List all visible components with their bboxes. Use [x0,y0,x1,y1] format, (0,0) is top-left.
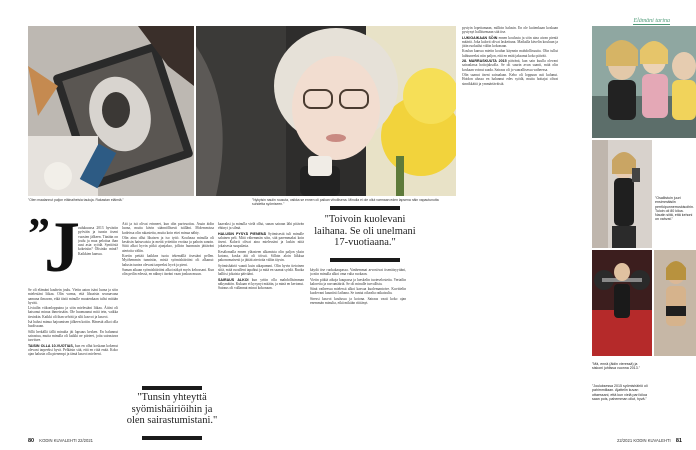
col4-para-c: Siinä vaiheessa mielessä alkoi kasvaa kuolemantoive. Kuvittelin kuolevani kauniisti laihana. Se tuntui oikealta ratkaisulta. [310,287,406,296]
col1-para-c: Liviailin viikonloppuina ja söin mielestäni liikaa. Äitini oli katsonut minua ihmeissään. Ole huomaanut mitä tein, vaikka tiesinkin. Kaikki oli ihan selvää ja silti kasvoi ja kasvoi. [28,306,118,319]
quote-mark-icon: ” [28,209,50,258]
col5-para-c: Koulun kanssa mietin koulun käynnin mahdollisuutta. Olin tullut laihtuneeksi niin paljon, että en enää jaksanut koko päivää. [462,49,558,58]
quote2-bar-bottom [330,258,400,262]
col1-para-f: kun en ollut koskaan kokenut olevani tarpeeksi hyvä. Pelkäsin sitä, että en riitä enää. Koko ajan halusin olla pienempi ja tämä kasvoi mieleeni. [28,343,118,357]
portrait-photo [196,26,456,196]
portrait-scene [196,26,456,196]
col3-para-d: Syömishäiriö vaanii kuin aikapommi. Olin hyvin tietoinen siitä, mitä ruoalleni tapahtui ja mitä en saanut syödä. Ruoka hallitsi jokaista päivääni. [218,263,304,277]
col2-para-b: Olin aina ollut lihaisen ja iso tyttö. Koulussa minulla oli kesäisin haisuvaisia ja meitä yritettiin erottaa ja pahoin sanoin. Siitä alkoi hyvin pitkä ajanjakso, jolloin huomasin jättäväni aterioita väliin. [122,235,214,253]
quote2-bar-top [330,206,400,210]
painting-photo [28,26,194,196]
page-number-right: 81 [675,438,682,444]
side-caption-mid: "Osallistuin juuri ensimmäisiin perrikipunnerruskisoihin. Tuloin oli 80 kiloa. Nautin siitä, että kehoni on vahvat." [655,196,694,222]
quote1-bar-top [142,386,202,390]
photo2-caption: "Nykyisin naulin ruusuta, vaikka se ennen oli paikan vihollisena. Minulla ei ole ollut varmaan eden lapsena näin vapautunutta suhdetta syömiseen." [252,198,439,207]
subhead-2: HALUSIN PYSYÄ PIENENÄ [218,231,267,236]
quote1-bar-bottom [142,436,202,440]
selfie-photo [592,140,652,248]
photo1-caption: "Olen maalannut paljon eläinaiheisia tauluja. Rakastan eläimiä." [28,198,124,202]
subhead-3: SAIRAUS ALKOI [218,277,249,282]
col5-para-e: Olin saanut itseni sairaalaan. Keho oli loppuun asti kulunut. Hoidon alussa en halunnut edes syödä, mutta hoitajat olivat sinnikkäitä ja ymmärtäväisiä. [462,72,558,86]
pull-quote-2: "Toivoin kuolevani laihana. Se oli unelmani 17-vuotiaana." [314,214,416,248]
painting-scene [28,26,194,196]
subhead-1: TAISIN OLLA 10-VUOTIAS, [28,343,74,348]
col3-para-e: kun yritin olla mahdollisimman näkymätön. Kukaan ei kysynyt mitään, ja minä en kertonut. Sairaus oli vallannut minut kokonaan. [218,277,304,291]
competition-scene [654,250,696,356]
publication-right: 22/2021 KODIN KUVALEHTI [617,438,671,443]
side-caption-left: "Mä, ennä (äidin vieressä) ja siskoni juhlissa vuonna 2013." [592,362,641,371]
section-label: Elämäni tarina [633,18,670,24]
weights-photo [592,250,652,356]
col1-para-d: Isä halusi minua hajoamisen jälkeen kotiin. Hänestä alkoi olla huolissaan. [28,320,118,329]
col5-para-d: päivänä, kun sain kuulla olevani sairaalassa hoitojaksolla. Se oli suurin avun saanti, mitä olin koskaan voinut saada. Sairaus oli jo vaarallisessa vaiheessa. [462,59,558,72]
col1-para-a: oulukuussa 2013 hyvästin pyöväin ja tunsin itseni vuosien jälkeen. Tänään on joulu ja mua pelottaa ihan uusi asia: syödä. Syntiöstä kokeisiin? Olisinko minä? Kaikkien kanssa. [78,226,118,256]
col3-body [218,222,304,442]
col4-para-d: Stressi kasvoi koulussa ja kotona. Sairaus vaati koko ajan enemmän minulta, eikä mikään riittänyt. [310,296,406,306]
col4-para-a: käydä itse ruokakaupassa. Vanhemmat arvostivat itsenäisyyttäni, ja niin minulla alkoi oma valta ruokaan. [310,268,406,277]
subhead-4: LUKIOAIKAAN SÖIN [462,35,498,40]
col3-para-b: Syömisestä tuli minulle salainen peli. Mitä vähemmän söin, sitä paremmaksi koin itseni. Kalorit olivat aina mielessäni ja laskin niitä jokaisesta suupalasta. [218,231,304,249]
col5-body [462,26,558,442]
family-scene [592,26,696,138]
selfie-scene [592,140,652,248]
col4-para-b: Vietin pitkiä aikoja kaupassa ja lueskelin tuoteselosteita. Vertailin kaloreita ja rasvamääriä. Se oli minulle turvallista. [310,277,406,286]
col4-body [310,268,406,442]
competition-photo [654,250,696,356]
col2-body [122,222,214,372]
weights-scene [592,250,652,356]
col1-para-e: Sillä herkällä iällä minulta jäi lapsuus kesken. En halunnut sairastua, mutta minulla oli kaikki ne piirteet, joita sairastuva tarvitsee. [28,329,118,343]
col5-para-b: ennen koulusta ja söin aina aivan pieniä määriä. Joka kalorit olivat laskettuna. Matkalla kävelin kouluun ja jätin ruokailut väliin kokonaan. [462,35,558,49]
col3-para-a: kaavaksi ja minulla vielä ollut, sanan sairaan lähi pitävän ehtinyt ja silmä. [218,222,304,231]
col1-top [78,226,118,288]
publication-left: KODIN KUVALEHTI 22/2021 [39,438,93,443]
drop-cap: J [44,207,80,287]
col2-para-c: Koetin pettää kaikkea tuota tekemällä itsestäni pellen. Myöhemmin tunnistin, mistä syömishäiriöni oli alkanut: halusin tuntea olevani tarpeeksi hyvä ja pieni. [122,254,214,267]
family-photo [592,26,696,138]
col1-para-b: Se oli elämäni kauhein joulu. Vietin aaton isäni luona ja söin mielestäni liikaa. Olin varma, että lihoaisin seuraavana aamuna ilmavan, eikä tästä minulle muutenkaan tulisi mitään hyvää. [28,288,118,305]
col2-para-a: Äiti ja isä olivat erinneet, kun olin parivuotias. Asuin äidin luona, mutta kävin säännöllisesti isälläni. Molemmissa kodeissa olin rakastettu, mutta koin ettei minua nähty. [122,222,214,235]
page-number-left: 80 [28,438,35,444]
col3-para-c: Kesälomalla ennen yläasteen alkamista olin paljon yksin kotona, koska äiti oli töissä. Silloin aloin liikkua pakonomaisesti ja jättää aterioita väliin täysin. [218,249,304,263]
col2-para-d: Saman aikaan syömishäiriöni alkoi näkyä myös kehossani. Kun olin peilin edessä, en nähnyt itseäni vaan jonkun muun. [122,267,214,277]
pull-quote-1: "Tunsin yhteyttä syömishäiriöihin ja olen sairastumistani." [126,392,218,426]
side-caption-bottom: "Jouluksessa 2015 syömishäiriö oli pahimmillaan. Ajattelin kuvan ottaessani, että kun vielä pari kiloa saan pois, pahemman ollut, hyvä." [592,384,648,401]
col5-para-a: pystyin lopettamaan, milloin halusin. En ole kuitenkaan koskaan pystynyt hallitsemaan sitä itse. [462,26,558,35]
footer-right [617,438,682,444]
subhead-5: 28. MARRASKUUTA 2015 [462,59,507,64]
col1-body [28,288,118,440]
footer-left [28,438,93,444]
